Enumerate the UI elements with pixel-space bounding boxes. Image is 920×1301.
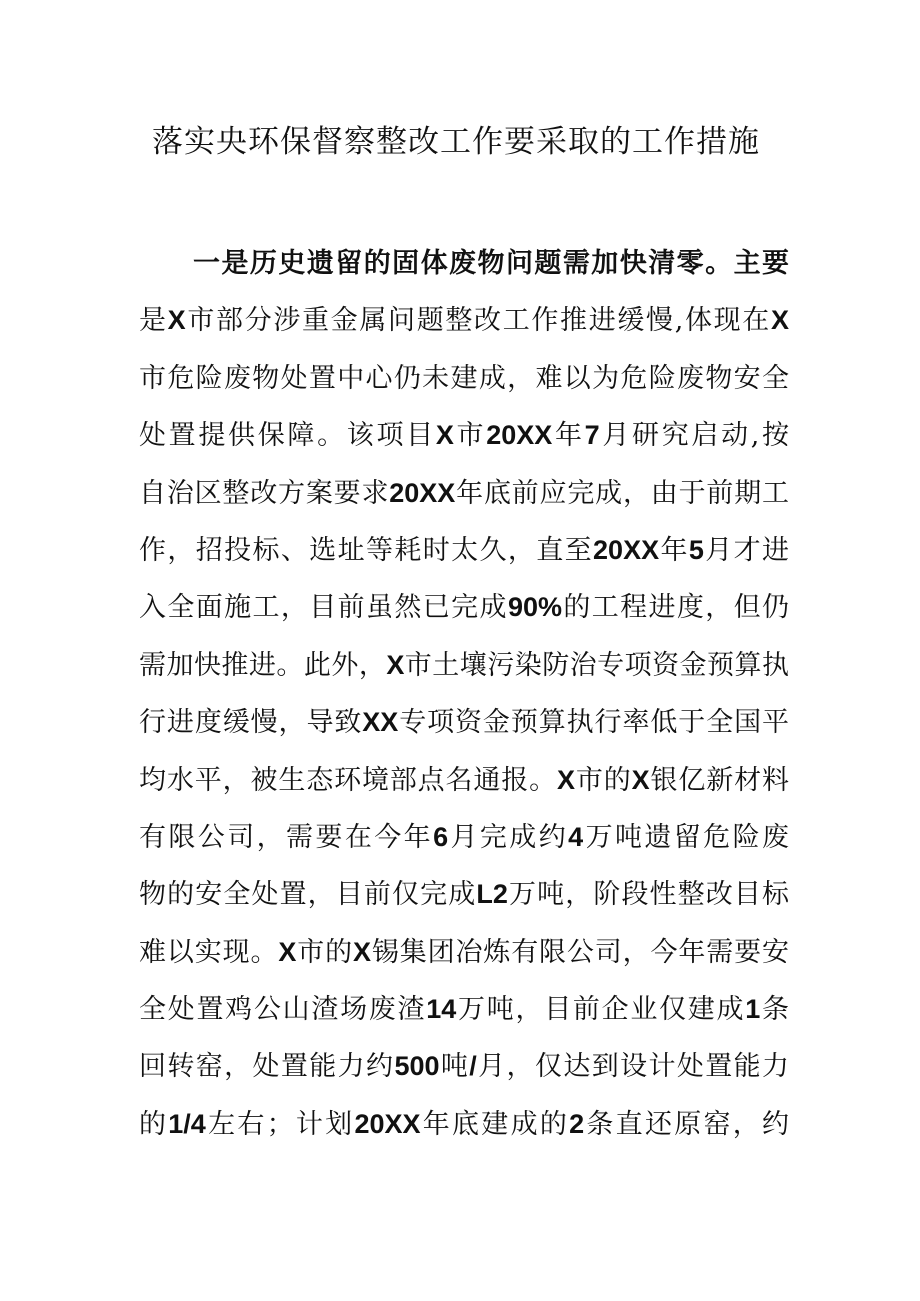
paragraph-line: 行进度缓慢，导致XX专项资金预算执行率低于全国平 <box>139 707 789 739</box>
paragraph-line: 难以实现。X市的X锡集团冶炼有限公司，今年需要安 <box>139 936 789 968</box>
paragraph-line: 是X市部分涉重金属问题整改工作推进缓慢,体现在X <box>139 305 789 337</box>
paragraph-line: 均水平，被生态环境部点名通报。X市的X银亿新材料 <box>139 764 789 796</box>
paragraph-line: 的1/4左右；计划20XX年底建成的2条直还原窑，约 <box>139 1108 789 1140</box>
paragraph-line: 作，招投标、选址等耗时太久，直至20XX年5月才进 <box>139 534 789 566</box>
paragraph-line: 市危险废物处置中心仍未建成，难以为危险废物安全 <box>139 362 789 394</box>
paragraph-line: 回转窑，处置能力约500吨/月，仅达到设计处置能力 <box>139 1051 789 1083</box>
paragraph-line: 一是历史遗留的固体废物问题需加快清零。主要 <box>193 248 789 279</box>
paragraph-line: 处置提供保障。该项目X市20XX年7月研究启动,按 <box>139 420 789 452</box>
paragraph-line: 入全面施工，目前虽然已完成90%的工程进度，但仍 <box>139 592 789 624</box>
paragraph-line: 全处置鸡公山渣场废渣14万吨，目前企业仅建成1条 <box>139 994 789 1026</box>
paragraph-line: 有限公司，需要在今年6月完成约4万吨遗留危险废 <box>139 821 789 853</box>
paragraph-line: 需加快推进。此外，X市土壤污染防治专项资金预算执 <box>139 649 789 681</box>
paragraph-line: 物的安全处置，目前仅完成L2万吨，阶段性整改目标 <box>139 879 789 911</box>
paragraph-line: 自治区整改方案要求20XX年底前应完成，由于前期工 <box>139 477 789 509</box>
document-title: 落实央环保督察整改工作要采取的工作措施 <box>152 124 760 160</box>
document-body <box>139 235 789 1153</box>
